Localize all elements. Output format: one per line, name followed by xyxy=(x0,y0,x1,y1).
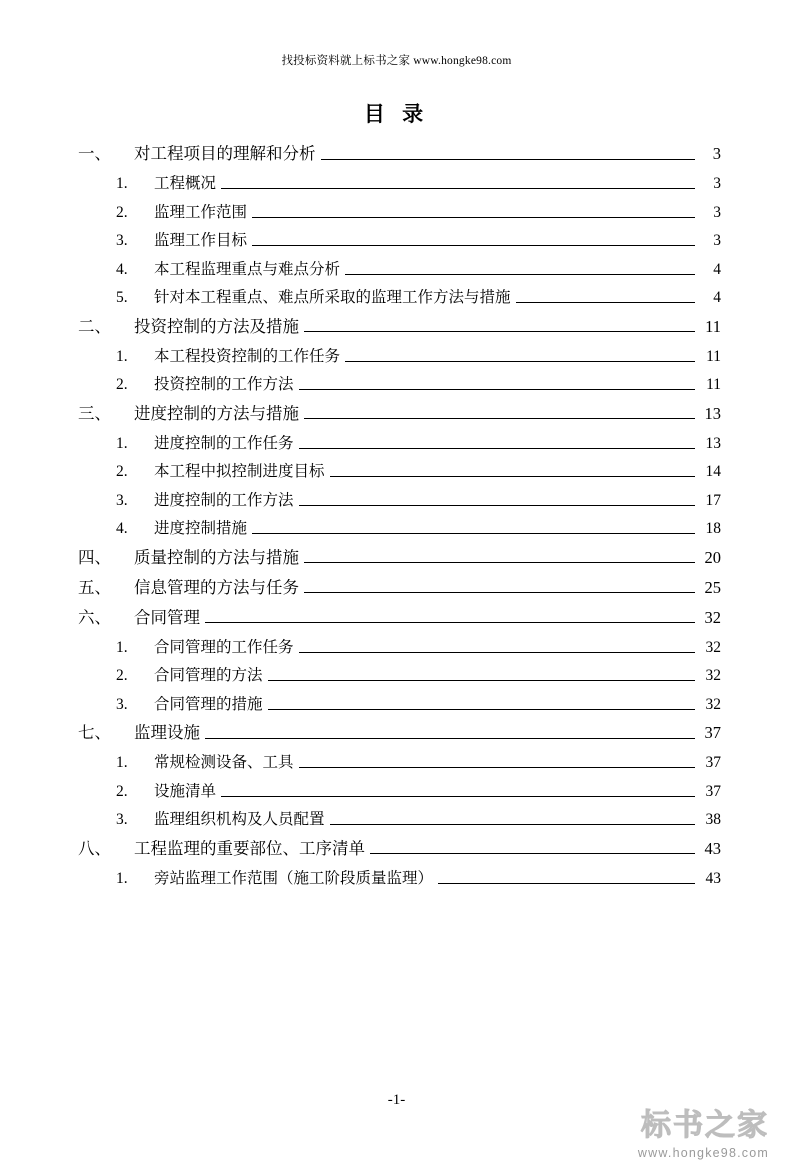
toc-leader-line xyxy=(304,581,695,594)
toc-entry-label: 投资控制的工作方法 xyxy=(154,376,294,393)
toc-entry-number: 4. xyxy=(116,260,128,278)
toc-entry-page-number: 37 xyxy=(704,723,721,742)
toc-entry-number-wrap xyxy=(78,697,154,713)
toc-entry-number-wrap xyxy=(78,871,154,887)
toc-entry-number: 四、 xyxy=(78,547,111,567)
toc-leader-line xyxy=(221,784,695,796)
toc-entry[interactable] xyxy=(78,377,721,393)
toc-entry-number-wrap xyxy=(78,812,154,828)
toc-entry-number: 三、 xyxy=(78,403,111,423)
toc-entry-number-wrap xyxy=(78,233,154,249)
toc-entry-page-number: 13 xyxy=(704,403,721,423)
toc-entry[interactable] xyxy=(78,521,721,537)
toc-entry-number: 4. xyxy=(116,520,128,537)
toc-leader-line xyxy=(345,349,695,361)
toc-entry-number: 七、 xyxy=(78,723,111,742)
toc-entry-number-wrap xyxy=(78,377,154,393)
toc-entry[interactable] xyxy=(78,577,721,597)
toc-entry-number: 3. xyxy=(116,491,128,509)
toc-entry-number: 3. xyxy=(116,232,128,249)
toc-entry-label: 监理组织机构及人员配置 xyxy=(154,811,325,828)
toc-entry-number: 2. xyxy=(116,667,128,684)
toc-entry-page-number: 11 xyxy=(705,316,721,336)
watermark-logo-text: 标书之家 xyxy=(641,1109,769,1142)
toc-entry[interactable] xyxy=(78,784,721,800)
page-title: 目 录 xyxy=(363,102,430,126)
toc-leader-line xyxy=(268,697,695,709)
toc-entry[interactable] xyxy=(78,403,721,423)
toc-leader-line xyxy=(299,640,695,652)
toc-entry[interactable] xyxy=(78,464,721,480)
toc-entry-number: 1. xyxy=(116,347,128,365)
toc-leader-line xyxy=(299,493,695,505)
toc-entry-label: 合同管理的工作任务 xyxy=(154,638,294,656)
toc-entry-number: 5. xyxy=(116,289,128,306)
toc-entry-number: 2. xyxy=(116,782,128,800)
toc-entry-number: 一、 xyxy=(78,144,111,163)
toc-entry-label: 本工程监理重点与难点分析 xyxy=(154,260,341,278)
toc-entry[interactable] xyxy=(78,316,721,336)
toc-entry[interactable] xyxy=(78,640,721,656)
toc-entry-label: 对工程项目的理解和分析 xyxy=(134,144,316,163)
toc-entry-label: 常规检测设备、工具 xyxy=(154,754,294,771)
toc-entry-page-number: 32 xyxy=(705,695,721,713)
toc-entry[interactable] xyxy=(78,725,721,742)
toc-entry-number-wrap xyxy=(78,668,154,684)
toc-entry-label: 进度控制措施 xyxy=(154,520,248,537)
toc-entry-label: 旁站监理工作范围（施工阶段质量监理） xyxy=(154,869,434,887)
toc-entry-page-number: 14 xyxy=(705,463,721,480)
toc-entry-page-number: 32 xyxy=(704,607,721,627)
toc-leader-line xyxy=(304,320,695,333)
toc-leader-line xyxy=(299,378,695,390)
toc-entry-page-number: 4 xyxy=(713,289,721,306)
toc-entry[interactable] xyxy=(78,668,721,684)
toc-entry-number-wrap xyxy=(78,755,154,771)
toc-entry-number: 1. xyxy=(116,638,128,656)
toc-leader-line xyxy=(205,726,695,739)
toc-leader-line xyxy=(299,436,695,448)
toc-entry[interactable] xyxy=(78,871,721,887)
document-page xyxy=(0,52,793,1174)
toc-entry[interactable] xyxy=(78,493,721,509)
toc-leader-line xyxy=(370,842,695,855)
toc-entry-label: 合同管理 xyxy=(134,607,200,627)
toc-entry-number: 3. xyxy=(116,811,128,828)
toc-entry-label: 本工程投资控制的工作任务 xyxy=(154,347,341,365)
toc-entry-number-wrap xyxy=(78,349,154,365)
toc-leader-line xyxy=(252,205,695,217)
toc-entry-page-number: 20 xyxy=(704,547,721,567)
toc-leader-line xyxy=(299,756,695,768)
toc-entry-page-number: 37 xyxy=(705,782,721,800)
header-note: 找投标资料就上标书之家 www.hongke98.com xyxy=(281,55,512,67)
toc-entry-page-number: 32 xyxy=(705,667,721,684)
toc-leader-line xyxy=(321,147,696,160)
toc-entry-page-number: 38 xyxy=(705,811,721,828)
toc-entry-page-number: 4 xyxy=(713,260,721,278)
toc-leader-line xyxy=(205,611,695,624)
toc-entry-number: 2. xyxy=(116,463,128,480)
toc-entry-number: 六、 xyxy=(78,607,111,627)
toc-entry-label: 工程监理的重要部位、工序清单 xyxy=(134,838,365,858)
toc-entry-label: 合同管理的措施 xyxy=(154,695,263,713)
toc-entry-number: 3. xyxy=(116,695,128,713)
toc-leader-line xyxy=(304,407,695,420)
toc-leader-line xyxy=(268,669,695,681)
toc-entry-number-wrap xyxy=(78,436,154,452)
toc-entry[interactable] xyxy=(78,812,721,828)
toc-entry-number: 1. xyxy=(116,869,128,887)
toc-leader-line xyxy=(438,871,695,883)
toc-entry-label: 监理设施 xyxy=(134,723,200,742)
toc-entry-number: 1. xyxy=(116,754,128,771)
toc-entry[interactable] xyxy=(78,205,721,221)
toc-entry-number-wrap xyxy=(78,290,154,306)
toc-entry[interactable] xyxy=(78,146,721,163)
toc-entry-number-wrap xyxy=(78,640,154,656)
toc-leader-line xyxy=(516,291,695,303)
toc-entry[interactable] xyxy=(78,349,721,365)
toc-entry-number: 2. xyxy=(116,203,128,221)
toc-entry[interactable] xyxy=(78,547,721,567)
toc-entry-number: 1. xyxy=(116,434,128,452)
toc-entry-page-number: 18 xyxy=(705,520,721,537)
toc-entry-label: 进度控制的方法与措施 xyxy=(134,403,299,423)
toc-entry-page-number: 32 xyxy=(705,638,721,656)
toc-entry[interactable] xyxy=(78,755,721,771)
watermark xyxy=(638,1100,769,1160)
toc-entry[interactable] xyxy=(78,290,721,306)
toc-entry-number: 二、 xyxy=(78,316,111,336)
toc-entry[interactable] xyxy=(78,838,721,858)
toc-entry[interactable] xyxy=(78,607,721,627)
toc-leader-line xyxy=(330,813,695,825)
toc-entry-number: 2. xyxy=(116,376,128,393)
toc-entry[interactable] xyxy=(78,697,721,713)
toc-entry-page-number: 37 xyxy=(705,754,721,771)
toc-entry[interactable] xyxy=(78,176,721,192)
toc-entry-label: 监理工作目标 xyxy=(154,232,248,249)
toc-entry-number-wrap xyxy=(78,493,154,509)
toc-entry-number: 五、 xyxy=(78,577,111,597)
toc-entry-page-number: 3 xyxy=(713,175,721,192)
toc-entry-number-wrap xyxy=(78,464,154,480)
toc-entry-number: 八、 xyxy=(78,838,111,858)
table-of-contents xyxy=(0,146,793,886)
toc-entry-page-number: 43 xyxy=(705,869,721,887)
toc-entry-label: 工程概况 xyxy=(154,175,217,192)
toc-entry-label: 信息管理的方法与任务 xyxy=(134,577,299,597)
toc-entry-label: 本工程中拟控制进度目标 xyxy=(154,463,325,480)
toc-leader-line xyxy=(304,551,695,564)
toc-entry-page-number: 13 xyxy=(705,434,721,452)
toc-entry-number-wrap xyxy=(78,176,154,192)
toc-entry[interactable] xyxy=(78,262,721,278)
toc-entry-page-number: 43 xyxy=(704,838,721,858)
toc-entry-label: 设施清单 xyxy=(154,782,217,800)
toc-leader-line xyxy=(345,262,695,274)
toc-entry[interactable] xyxy=(78,436,721,452)
toc-entry-number-wrap xyxy=(78,262,154,278)
toc-entry-page-number: 3 xyxy=(712,144,721,163)
toc-entry-page-number: 25 xyxy=(704,577,721,597)
toc-entry-label: 质量控制的方法与措施 xyxy=(134,547,299,567)
toc-entry-number: 1. xyxy=(116,175,128,192)
toc-entry-label: 监理工作范围 xyxy=(154,203,248,221)
toc-entry-number-wrap xyxy=(78,784,154,800)
toc-entry-page-number: 11 xyxy=(706,347,721,365)
toc-leader-line xyxy=(252,522,695,534)
toc-entry-label: 投资控制的方法及措施 xyxy=(134,316,299,336)
toc-leader-line xyxy=(330,465,695,477)
toc-entry-number-wrap xyxy=(78,521,154,537)
toc-entry-page-number: 17 xyxy=(705,491,721,509)
toc-leader-line xyxy=(221,177,695,189)
toc-entry-label: 进度控制的工作方法 xyxy=(154,491,294,509)
toc-entry-label: 针对本工程重点、难点所采取的监理工作方法与措施 xyxy=(154,289,511,306)
toc-entry-page-number: 3 xyxy=(713,232,721,249)
toc-entry-label: 合同管理的方法 xyxy=(154,667,263,684)
footer-page-number: -1- xyxy=(387,1092,406,1108)
toc-entry-number-wrap xyxy=(78,205,154,221)
toc-leader-line xyxy=(252,234,695,246)
toc-entry-label: 进度控制的工作任务 xyxy=(154,434,294,452)
toc-entry-page-number: 11 xyxy=(706,376,721,393)
toc-entry[interactable] xyxy=(78,233,721,249)
toc-entry-page-number: 3 xyxy=(713,203,721,221)
watermark-url: www.hongke98.com xyxy=(637,1146,769,1160)
